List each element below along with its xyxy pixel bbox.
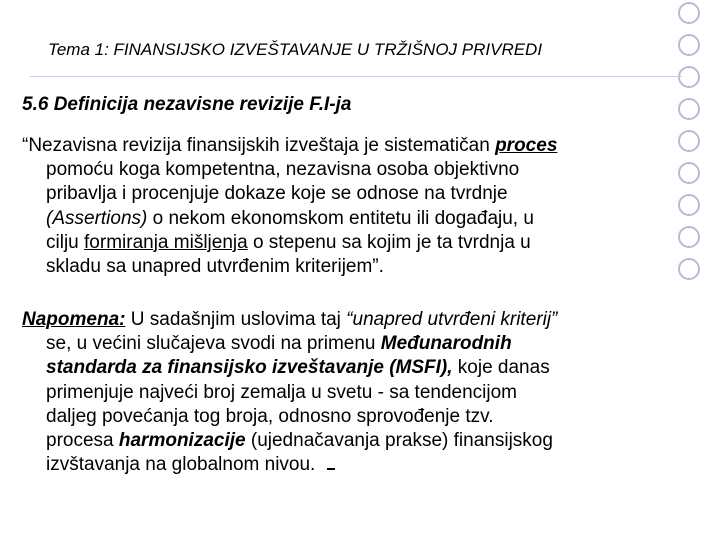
- definition-paragraph: [22, 134, 702, 279]
- term-msfi: standarda za finansijsko izveštavanje (MSFI),: [46, 357, 453, 379]
- definition-line: pomoću koga kompetentna, nezavisna osoba objektivno: [46, 159, 520, 181]
- definition-line: pribavlja i procenjuje dokaze koje se odnose na tvrdnje: [46, 183, 508, 205]
- header-divider: [30, 76, 682, 77]
- note-line: izvštavanja na globalnom nivou.: [22, 453, 702, 477]
- note-line: se, u većini slučajeva svodi na primenu Međunarodnih: [46, 333, 512, 355]
- note-line: standarda za finansijsko izveštavanje (MSFI), koje danas: [46, 357, 550, 379]
- binder-ring-icon: [678, 66, 700, 88]
- definition-line: cilju formiranja mišljenja o stepenu sa kojim je ta tvrdnja u: [46, 231, 531, 253]
- binder-ring-icon: [678, 2, 700, 24]
- definition-line: skladu sa unapred utvrđenim kriterijem”.: [46, 256, 384, 278]
- note-paragraph: [22, 308, 702, 477]
- section-title: 5.6 Definicija nezavisne revizije F.I-ja: [22, 94, 352, 115]
- term-harmonizacije: harmonizacije: [118, 430, 246, 452]
- term-proces: proces: [495, 135, 558, 156]
- note-label: Napomena:: [22, 309, 126, 330]
- note-line: primenjuje najveći broj zemalja u svetu - sa tendencijom: [46, 381, 518, 403]
- definition-line: (Assertions) o nekom ekonomskom entitetu ili događaju, u: [46, 207, 534, 229]
- slide-header-title: Tema 1: FINANSIJSKO IZVEŠTAVANJE U TRŽIŠNOJ PRIVREDI: [48, 40, 543, 59]
- term-formiranja-misljenja: formiranja mišljenja: [84, 231, 248, 253]
- definition-line: “Nezavisna revizija finansijskih izveštaja je sistematičan proces: [22, 135, 558, 156]
- note-line: daljeg povećanja tog broja, odnosno sprovođenje tzv.: [46, 405, 494, 427]
- underscore-mark: [327, 458, 335, 470]
- term-kriterij: “unapred utvrđeni kriterij”: [346, 309, 558, 330]
- note-line: Napomena: U sadašnjim uslovima taj “unapred utvrđeni kriterij”: [22, 309, 558, 330]
- term-assertions: (Assertions): [46, 207, 148, 229]
- note-line: procesa harmonizacije (ujednačavanja prakse) finansijskog: [46, 430, 553, 452]
